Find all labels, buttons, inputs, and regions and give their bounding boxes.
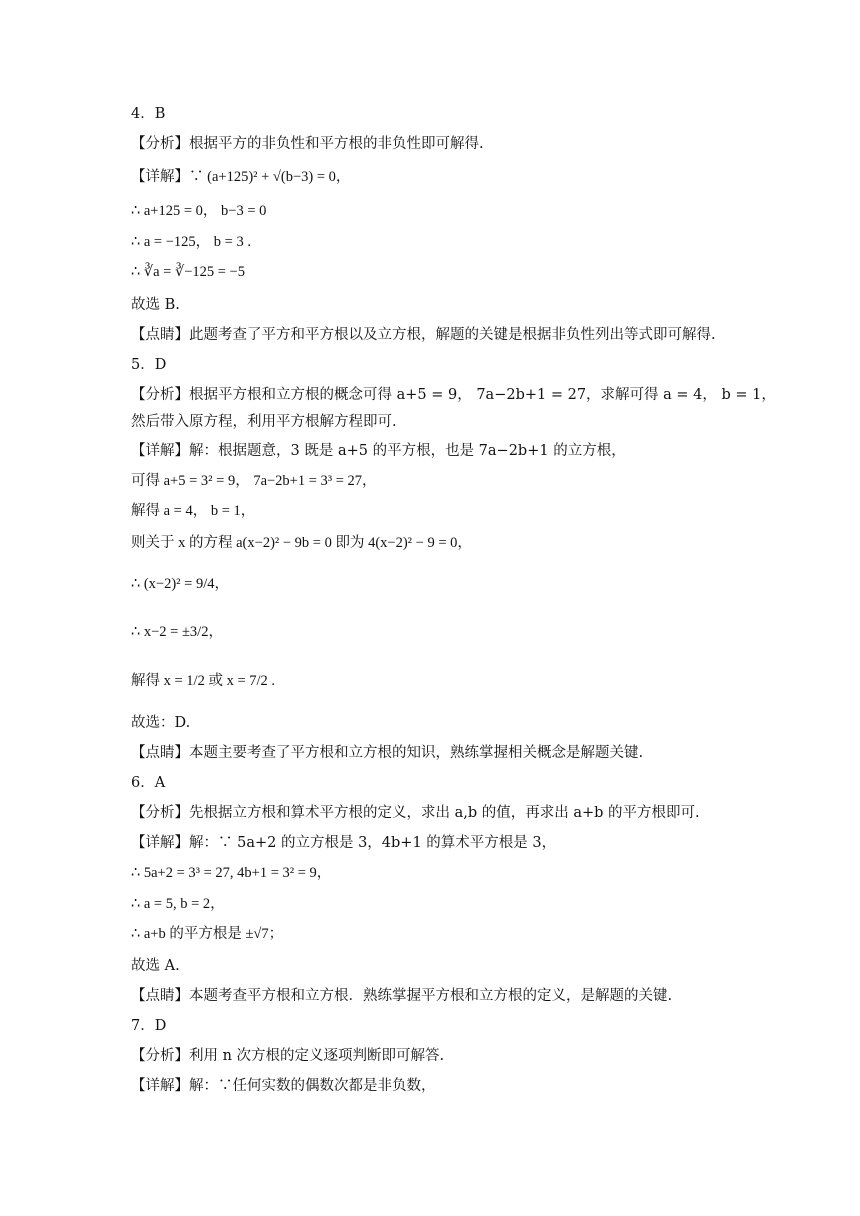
answer-6-step-1: ∴ 5a+2 = 3³ = 27, 4b+1 = 3² = 9， [131,865,332,881]
answer-5-step-2: 解得 a = 4， b = 1， [131,503,256,519]
answer-6-analysis: 【分析】先根据立方根和算术平方根的定义，求出 a,b 的值，再求出 a+b 的平方根即可. [131,805,700,821]
answer-6-choice: 故选 A. [131,958,180,974]
answer-5-step-6: 解得 x = 1/2 或 x = 7/2 . [131,673,276,689]
answer-6-step-2: ∴ a = 5, b = 2， [131,896,225,912]
answer-4-choice: 故选 B. [131,297,180,313]
answer-6-heading: 6．A [131,775,166,791]
answer-4-step-1: ∴ a+125 = 0， b−3 = 0 [131,203,267,219]
answer-5-step-4: ∴ (x−2)² = 9/4， [131,576,229,592]
answer-5-step-3: 则关于 x 的方程 a(x−2)² − 9b = 0 即为 4(x−2)² − 9 = 0， [131,535,472,551]
answer-5-detail: 【详解】解：根据题意，3 既是 a+5 的平方根，也是 7a−2b+1 的立方根， [131,443,626,459]
answer-5-step-5: ∴ x−2 = ±3/2， [131,624,223,640]
answer-4-step-2: ∴ a = −125， b = 3 . [131,234,251,250]
answer-5-comment: 【点睛】本题主要考查了平方根和立方根的知识，熟练掌握相关概念是解题关键. [131,745,644,761]
answer-6-step-3: ∴ a+b 的平方根是 ±√7； [131,926,284,942]
answer-4-step-3: ∴ ∛a = ∛−125 = −5 [131,264,245,280]
answer-4-detail: 【详解】∵ (a+125)² + √(b−3) = 0， [131,169,351,185]
answer-6-detail: 【详解】解：∵ 5a+2 的立方根是 3，4b+1 的算术平方根是 3， [131,835,557,851]
answer-5-analysis: 【分析】根据平方根和立方根的概念可得 a+5 = 9， 7a−2b+1 = 27，求解可得 a = 4， b = 1， [131,387,776,403]
answer-6-comment: 【点睛】本题考查平方根和立方根．熟练掌握平方根和立方根的定义，是解题的关键. [131,988,673,1004]
answer-5-analysis-cont: 然后带入原方程，利用平方根解方程即可. [131,414,397,430]
answer-7-heading: 7．D [131,1018,167,1034]
answer-4-heading: 4．B [131,106,166,122]
answer-4-analysis: 【分析】根据平方的非负性和平方根的非负性即可解得. [131,136,484,152]
answer-4-comment: 【点睛】此题考查了平方和平方根以及立方根，解题的关键是根据非负性列出等式即可解得. [131,327,716,343]
answer-7-detail: 【详解】解：∵任何实数的偶数次都是非负数， [131,1078,436,1094]
answer-5-choice: 故选：D. [131,715,191,731]
answer-7-analysis: 【分析】利用 n 次方根的定义逐项判断即可解答. [131,1048,445,1064]
answer-5-heading: 5．D [131,357,167,373]
answer-5-step-1: 可得 a+5 = 3² = 9， 7a−2b+1 = 3³ = 27， [131,473,377,489]
